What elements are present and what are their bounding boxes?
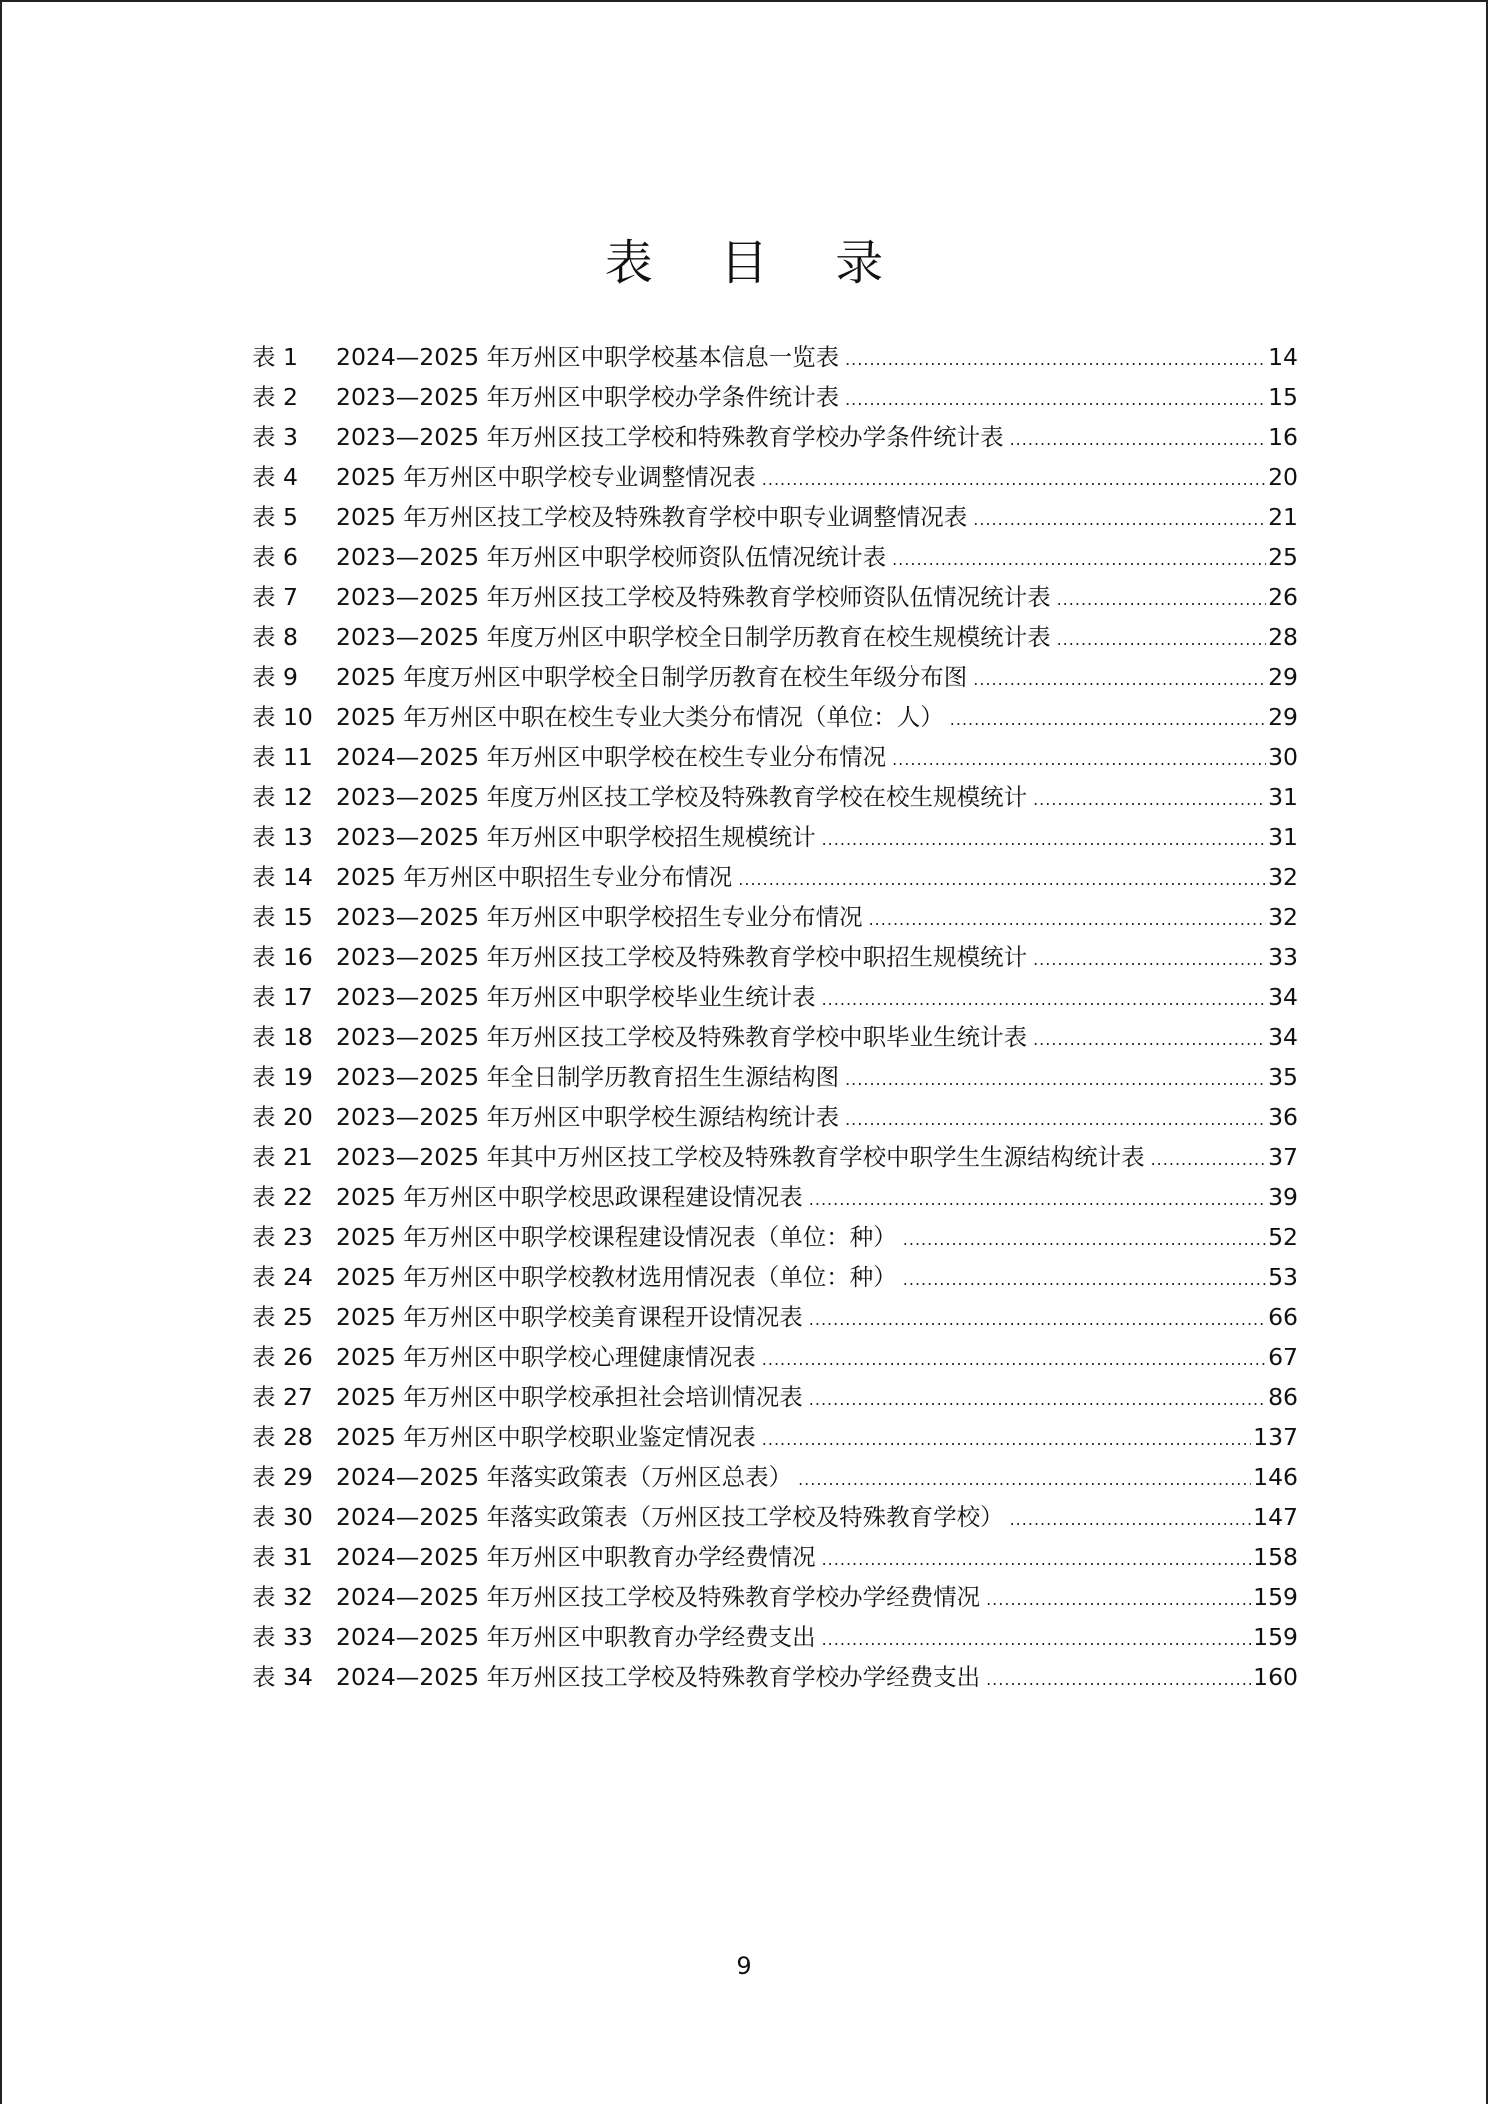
toc-entry-page: 32: [1268, 863, 1298, 891]
toc-entry-label: 表 26: [252, 1343, 313, 1371]
toc-entry-page: 34: [1268, 1023, 1298, 1051]
toc-entry-title: 2024—2025 年万州区技工学校及特殊教育学校办学经费情况: [336, 1583, 981, 1611]
toc-entry-label: 表 31: [252, 1543, 313, 1571]
toc-entry[interactable]: [252, 1657, 1298, 1697]
toc-entry[interactable]: [252, 857, 1298, 897]
toc-entry-title: 2023—2025 年万州区中职学校招生专业分布情况: [336, 903, 863, 931]
toc-entry-page: 67: [1268, 1343, 1298, 1371]
toc-dot-leader: [1033, 780, 1266, 820]
toc-entry-label: 表 3: [252, 423, 298, 451]
toc-dot-leader: [973, 660, 1266, 700]
toc-entry[interactable]: [252, 1017, 1298, 1057]
toc-entry-title: 2025 年万州区中职学校课程建设情况表（单位：种）: [336, 1223, 897, 1251]
toc-entry-title: 2025 年万州区中职学校教材选用情况表（单位：种）: [336, 1263, 897, 1291]
toc-entry-label: 表 23: [252, 1223, 313, 1251]
toc-dot-leader: [1033, 1020, 1266, 1060]
toc-dot-leader: [822, 1540, 1252, 1580]
toc-entry-label: 表 12: [252, 783, 313, 811]
toc-entry-page: 35: [1268, 1063, 1298, 1091]
toc-entry[interactable]: [252, 1377, 1298, 1417]
toc-dot-leader: [1057, 580, 1267, 620]
toc-entry-page: 16: [1268, 423, 1298, 451]
toc-entry-title: 2024—2025 年万州区中职学校在校生专业分布情况: [336, 743, 887, 771]
toc-entry-title: 2025 年万州区中职学校思政课程建设情况表: [336, 1183, 803, 1211]
toc-entry-label: 表 24: [252, 1263, 313, 1291]
toc-entry-page: 39: [1268, 1183, 1298, 1211]
toc-entry-page: 36: [1268, 1103, 1298, 1131]
toc-entry-label: 表 28: [252, 1423, 313, 1451]
toc-entry-label: 表 5: [252, 503, 298, 531]
toc-entry-page: 33: [1268, 943, 1298, 971]
toc-entry-title: 2025 年万州区中职学校职业鉴定情况表: [336, 1423, 756, 1451]
toc-entry[interactable]: [252, 1417, 1298, 1457]
toc-entry[interactable]: [252, 1137, 1298, 1177]
toc-entry-page: 28: [1268, 623, 1298, 651]
toc-entry-page: 32: [1268, 903, 1298, 931]
toc-entry-label: 表 7: [252, 583, 298, 611]
toc-entry-label: 表 13: [252, 823, 313, 851]
toc-entry-page: 14: [1268, 343, 1298, 371]
toc-entry[interactable]: [252, 1577, 1298, 1617]
toc-entry-title: 2023—2025 年万州区中职学校办学条件统计表: [336, 383, 840, 411]
toc-entry-page: 30: [1268, 743, 1298, 771]
toc-entry[interactable]: [252, 577, 1298, 617]
toc-entry[interactable]: [252, 1177, 1298, 1217]
toc-entry[interactable]: [252, 817, 1298, 857]
toc-entry-page: 21: [1268, 503, 1298, 531]
toc-entry-page: 34: [1268, 983, 1298, 1011]
toc-entry-page: 31: [1268, 823, 1298, 851]
toc-entry-page: 20: [1268, 463, 1298, 491]
toc-entry-title: 2025 年万州区中职学校心理健康情况表: [336, 1343, 756, 1371]
toc-entry-label: 表 19: [252, 1063, 313, 1091]
toc-entry-label: 表 32: [252, 1583, 313, 1611]
toc-entry[interactable]: [252, 617, 1298, 657]
toc-dot-leader: [822, 980, 1267, 1020]
toc-entry-page: 29: [1268, 703, 1298, 731]
toc-dot-leader: [845, 1100, 1266, 1140]
toc-dot-leader: [950, 700, 1266, 740]
toc-entry-label: 表 30: [252, 1503, 313, 1531]
toc-entry-label: 表 34: [252, 1663, 313, 1691]
toc-entry-title: 2023—2025 年万州区中职学校生源结构统计表: [336, 1103, 840, 1131]
toc-entry[interactable]: [252, 1457, 1298, 1497]
toc-entry-title: 2023—2025 年度万州区中职学校全日制学历教育在校生规模统计表: [336, 623, 1051, 651]
toc-entry-label: 表 21: [252, 1143, 313, 1171]
toc-dot-leader: [986, 1580, 1251, 1620]
toc-entry-title: 2025 年万州区中职在校生专业大类分布情况（单位：人）: [336, 703, 944, 731]
toc-entry-title: 2023—2025 年万州区技工学校和特殊教育学校办学条件统计表: [336, 423, 1004, 451]
toc-entry-title: 2023—2025 年万州区中职学校师资队伍情况统计表: [336, 543, 887, 571]
toc-entry-page: 86: [1268, 1383, 1298, 1411]
toc-entry[interactable]: [252, 1617, 1298, 1657]
toc-entry-label: 表 18: [252, 1023, 313, 1051]
toc-entry-title: 2023—2025 年万州区技工学校及特殊教育学校师资队伍情况统计表: [336, 583, 1051, 611]
toc-entry-label: 表 1: [252, 343, 298, 371]
toc-dot-leader: [869, 900, 1267, 940]
page-border-left: [0, 0, 2, 2104]
toc-entry[interactable]: [252, 1097, 1298, 1137]
toc-entry-title: 2025 年万州区中职招生专业分布情况: [336, 863, 733, 891]
toc-entry[interactable]: [252, 417, 1298, 457]
toc-dot-leader: [892, 740, 1266, 780]
toc-entry-page: 160: [1253, 1663, 1298, 1691]
toc-dot-leader: [809, 1300, 1266, 1340]
toc-entry-title: 2025 年万州区中职学校承担社会培训情况表: [336, 1383, 803, 1411]
toc-entry[interactable]: [252, 457, 1298, 497]
toc-entry-label: 表 20: [252, 1103, 313, 1131]
toc-entry-title: 2025 年万州区技工学校及特殊教育学校中职专业调整情况表: [336, 503, 968, 531]
toc-dot-leader: [986, 1660, 1251, 1700]
toc-entry-title: 2023—2025 年万州区中职学校招生规模统计: [336, 823, 816, 851]
toc-entry[interactable]: [252, 377, 1298, 417]
toc-dot-leader: [822, 1620, 1252, 1660]
toc-dot-leader: [1010, 420, 1267, 460]
toc-entry-label: 表 17: [252, 983, 313, 1011]
toc-dot-leader: [903, 1220, 1266, 1260]
toc-dot-leader: [973, 500, 1266, 540]
toc-dot-leader: [738, 860, 1266, 900]
toc-dot-leader: [845, 380, 1266, 420]
toc-entry-label: 表 16: [252, 943, 313, 971]
toc-entry-page: 29: [1268, 663, 1298, 691]
toc-entry[interactable]: [252, 1297, 1298, 1337]
toc-entry-title: 2023—2025 年万州区中职学校毕业生统计表: [336, 983, 816, 1011]
toc-entry-page: 52: [1268, 1223, 1298, 1251]
toc-entry-label: 表 2: [252, 383, 298, 411]
toc-entry-label: 表 14: [252, 863, 313, 891]
toc-entry-label: 表 22: [252, 1183, 313, 1211]
toc-entry[interactable]: [252, 977, 1298, 1017]
toc-entry-page: 25: [1268, 543, 1298, 571]
toc-entry-title: 2023—2025 年万州区技工学校及特殊教育学校中职招生规模统计: [336, 943, 1028, 971]
toc-entry-label: 表 4: [252, 463, 298, 491]
table-of-contents: [252, 337, 1298, 1697]
toc-entry-title: 2025 年万州区中职学校专业调整情况表: [336, 463, 756, 491]
toc-entry-page: 159: [1253, 1623, 1298, 1651]
page-border-top: [0, 0, 1488, 2]
toc-entry-page: 158: [1253, 1543, 1298, 1571]
toc-entry[interactable]: [252, 937, 1298, 977]
toc-dot-leader: [1151, 1140, 1267, 1180]
toc-entry-title: 2025 年度万州区中职学校全日制学历教育在校生年级分布图: [336, 663, 968, 691]
toc-dot-leader: [809, 1380, 1266, 1420]
toc-entry-page: 66: [1268, 1303, 1298, 1331]
toc-entry-page: 37: [1268, 1143, 1298, 1171]
toc-entry[interactable]: [252, 1217, 1298, 1257]
toc-dot-leader: [903, 1260, 1266, 1300]
toc-dot-leader: [762, 460, 1266, 500]
toc-entry-label: 表 29: [252, 1463, 313, 1491]
toc-entry-label: 表 33: [252, 1623, 313, 1651]
toc-entry-page: 31: [1268, 783, 1298, 811]
toc-entry-title: 2024—2025 年万州区中职学校基本信息一览表: [336, 343, 840, 371]
page-title: 表 目 录: [604, 235, 910, 291]
toc-entry[interactable]: [252, 1257, 1298, 1297]
toc-entry-page: 15: [1268, 383, 1298, 411]
toc-entry[interactable]: [252, 737, 1298, 777]
toc-entry-label: 表 27: [252, 1383, 313, 1411]
toc-entry-title: 2024—2025 年万州区中职教育办学经费支出: [336, 1623, 816, 1651]
toc-entry-title: 2023—2025 年其中万州区技工学校及特殊教育学校中职学生生源结构统计表: [336, 1143, 1145, 1171]
toc-dot-leader: [762, 1420, 1251, 1460]
toc-entry-label: 表 25: [252, 1303, 313, 1331]
toc-dot-leader: [1033, 940, 1266, 980]
toc-entry[interactable]: [252, 777, 1298, 817]
toc-entry[interactable]: [252, 1337, 1298, 1377]
toc-entry-title: 2023—2025 年全日制学历教育招生生源结构图: [336, 1063, 840, 1091]
toc-dot-leader: [762, 1340, 1266, 1380]
toc-entry-label: 表 11: [252, 743, 313, 771]
toc-entry[interactable]: [252, 697, 1298, 737]
toc-entry-page: 146: [1253, 1463, 1298, 1491]
toc-entry[interactable]: [252, 337, 1298, 377]
toc-entry[interactable]: [252, 897, 1298, 937]
toc-dot-leader: [892, 540, 1266, 580]
toc-dot-leader: [845, 340, 1266, 380]
toc-dot-leader: [809, 1180, 1266, 1220]
toc-entry[interactable]: [252, 1497, 1298, 1537]
toc-entry[interactable]: [252, 1537, 1298, 1577]
toc-entry-label: 表 9: [252, 663, 298, 691]
toc-entry-title: 2023—2025 年万州区技工学校及特殊教育学校中职毕业生统计表: [336, 1023, 1028, 1051]
toc-entry-label: 表 8: [252, 623, 298, 651]
toc-entry-page: 147: [1253, 1503, 1298, 1531]
toc-entry[interactable]: [252, 537, 1298, 577]
toc-entry-title: 2024—2025 年万州区中职教育办学经费情况: [336, 1543, 816, 1571]
toc-dot-leader: [1057, 620, 1267, 660]
toc-entry-page: 159: [1253, 1583, 1298, 1611]
toc-entry-label: 表 15: [252, 903, 313, 931]
toc-entry-title: 2024—2025 年万州区技工学校及特殊教育学校办学经费支出: [336, 1663, 981, 1691]
toc-entry-title: 2024—2025 年落实政策表（万州区总表）: [336, 1463, 793, 1491]
toc-dot-leader: [1010, 1500, 1252, 1540]
toc-entry-title: 2025 年万州区中职学校美育课程开设情况表: [336, 1303, 803, 1331]
toc-dot-leader: [798, 1460, 1251, 1500]
toc-entry-page: 26: [1268, 583, 1298, 611]
toc-entry[interactable]: [252, 497, 1298, 537]
toc-entry-label: 表 6: [252, 543, 298, 571]
page-number: 9: [736, 1952, 752, 1980]
toc-dot-leader: [822, 820, 1267, 860]
toc-entry-title: 2024—2025 年落实政策表（万州区技工学校及特殊教育学校）: [336, 1503, 1004, 1531]
toc-entry[interactable]: [252, 657, 1298, 697]
toc-entry-page: 53: [1268, 1263, 1298, 1291]
toc-entry[interactable]: [252, 1057, 1298, 1097]
toc-entry-page: 137: [1253, 1423, 1298, 1451]
toc-entry-label: 表 10: [252, 703, 313, 731]
toc-dot-leader: [845, 1060, 1266, 1100]
toc-entry-title: 2023—2025 年度万州区技工学校及特殊教育学校在校生规模统计: [336, 783, 1028, 811]
